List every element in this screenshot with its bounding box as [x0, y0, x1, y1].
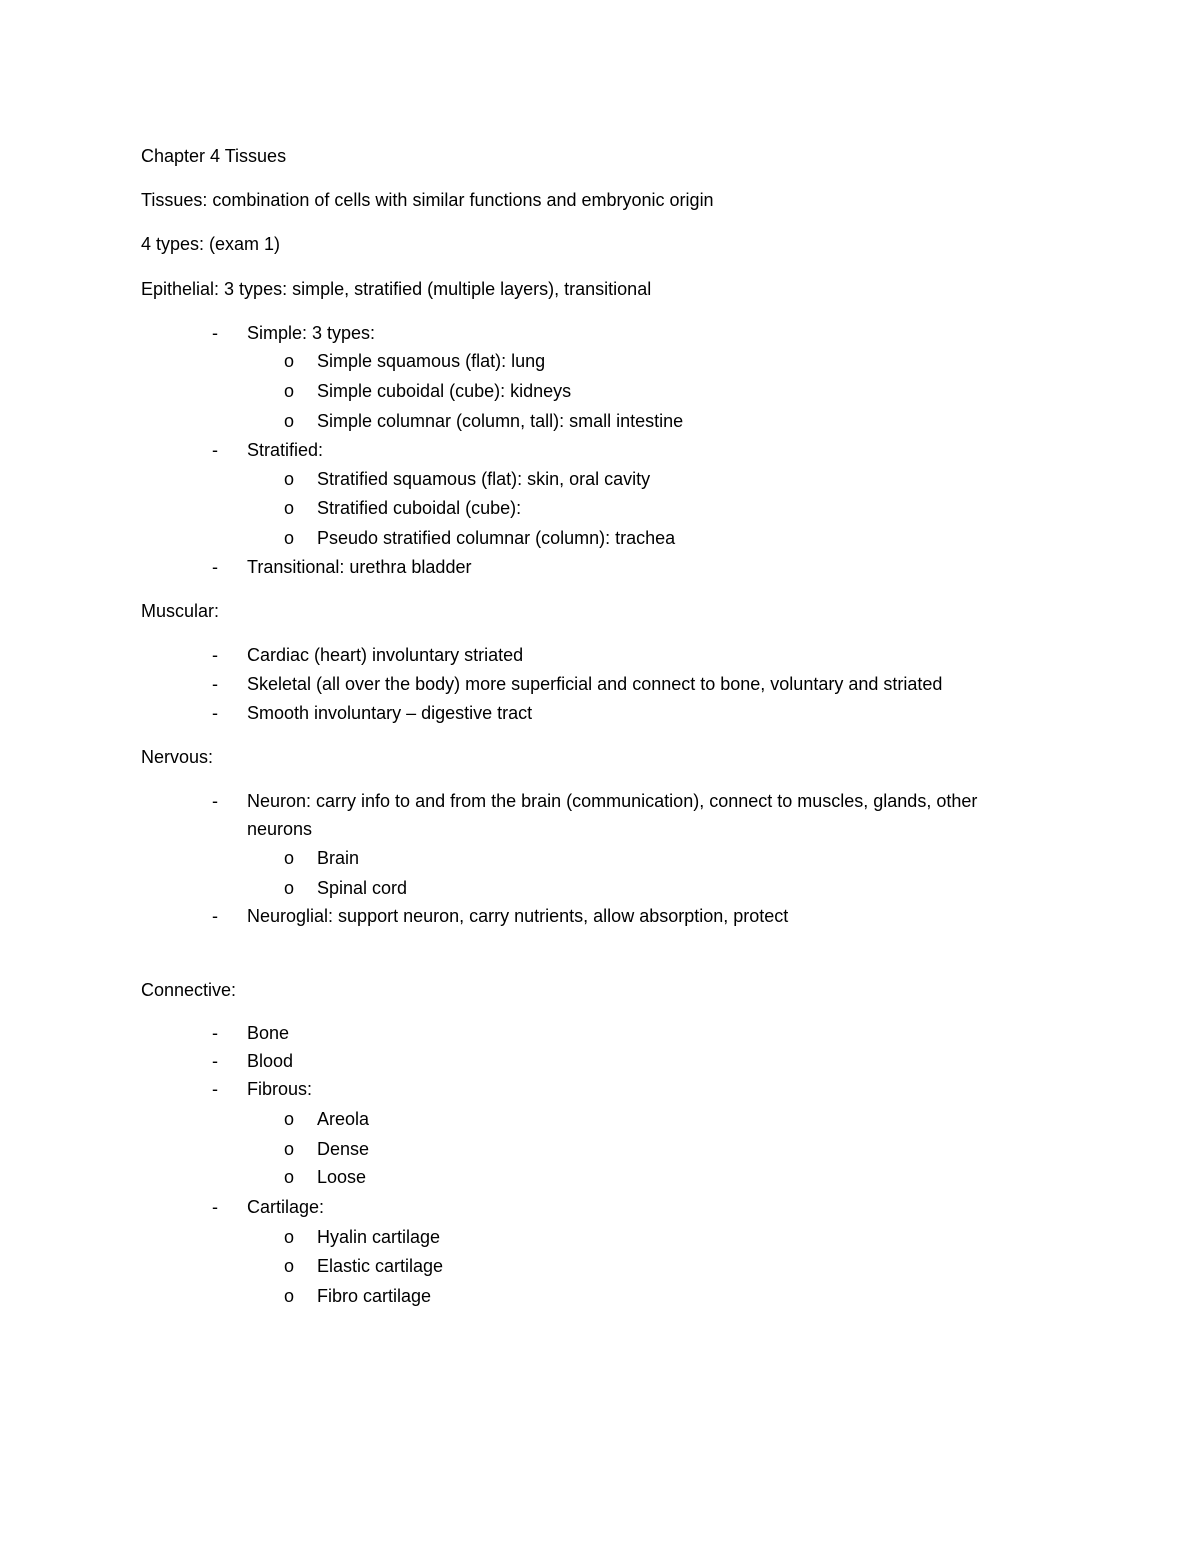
transitional-item: Transitional: urethra bladder [247, 557, 472, 577]
list-bullet: o [284, 1286, 295, 1306]
list-bullet: o [284, 411, 295, 431]
list-bullet: o [284, 878, 295, 898]
list-item: Hyalin cartilage [317, 1227, 441, 1247]
document-title: Chapter 4 Tissues [141, 146, 287, 166]
list-item: Fibro cartilage [317, 1286, 432, 1306]
neuron-item: Neuron: carry info to and from the brain (communication), connect to muscles, glands, other [247, 791, 978, 811]
list-bullet: o [284, 351, 295, 371]
list-bullet: o [284, 1139, 295, 1159]
neuron-item-continued: neurons [247, 819, 313, 839]
list-item: Spinal cord [317, 878, 408, 898]
list-bullet: o [284, 1167, 295, 1187]
list-item: Bone [247, 1023, 290, 1043]
list-dash: - [212, 906, 218, 926]
list-dash: - [212, 645, 218, 665]
list-dash: - [212, 1051, 218, 1071]
list-bullet: o [284, 1109, 295, 1129]
list-item: Skeletal (all over the body) more superficial and connect to bone, voluntary and striated [247, 674, 943, 694]
fibrous-label: Fibrous: [247, 1079, 313, 1099]
list-dash: - [212, 1023, 218, 1043]
list-bullet: o [284, 381, 295, 401]
list-bullet: o [284, 1256, 295, 1276]
list-item: Stratified cuboidal (cube): [317, 498, 522, 518]
tissues-definition: Tissues: combination of cells with similar functions and embryonic origin [141, 190, 714, 210]
list-item: Brain [317, 848, 360, 868]
neuroglial-item: Neuroglial: support neuron, carry nutrients, allow absorption, protect [247, 906, 789, 926]
stratified-label: Stratified: [247, 440, 324, 460]
muscular-heading: Muscular: [141, 601, 220, 621]
list-bullet: o [284, 469, 295, 489]
list-dash: - [212, 1079, 218, 1099]
list-item: Stratified squamous (flat): skin, oral cavity [317, 469, 651, 489]
list-item: Elastic cartilage [317, 1256, 444, 1276]
list-dash: - [212, 323, 218, 343]
list-item: Simple columnar (column, tall): small intestine [317, 411, 684, 431]
list-item: Areola [317, 1109, 370, 1129]
list-bullet: o [284, 848, 295, 868]
nervous-heading: Nervous: [141, 747, 214, 767]
list-dash: - [212, 1197, 218, 1217]
epithelial-heading: Epithelial: 3 types: simple, stratified (multiple layers), transitional [141, 279, 652, 299]
list-bullet: o [284, 528, 295, 548]
list-dash: - [212, 557, 218, 577]
list-item: Smooth involuntary – digestive tract [247, 703, 533, 723]
list-dash: - [212, 703, 218, 723]
list-dash: - [212, 674, 218, 694]
connective-heading: Connective: [141, 980, 237, 1000]
list-dash: - [212, 440, 218, 460]
list-item: Blood [247, 1051, 294, 1071]
simple-label: Simple: 3 types: [247, 323, 376, 343]
list-item: Simple squamous (flat): lung [317, 351, 546, 371]
list-item: Simple cuboidal (cube): kidneys [317, 381, 572, 401]
list-bullet: o [284, 498, 295, 518]
list-item: Pseudo stratified columnar (column): trachea [317, 528, 676, 548]
list-dash: - [212, 791, 218, 811]
cartilage-label: Cartilage: [247, 1197, 325, 1217]
types-count: 4 types: (exam 1) [141, 234, 281, 254]
list-item: Loose [317, 1167, 367, 1187]
list-item: Dense [317, 1139, 370, 1159]
list-bullet: o [284, 1227, 295, 1247]
list-item: Cardiac (heart) involuntary striated [247, 645, 524, 665]
